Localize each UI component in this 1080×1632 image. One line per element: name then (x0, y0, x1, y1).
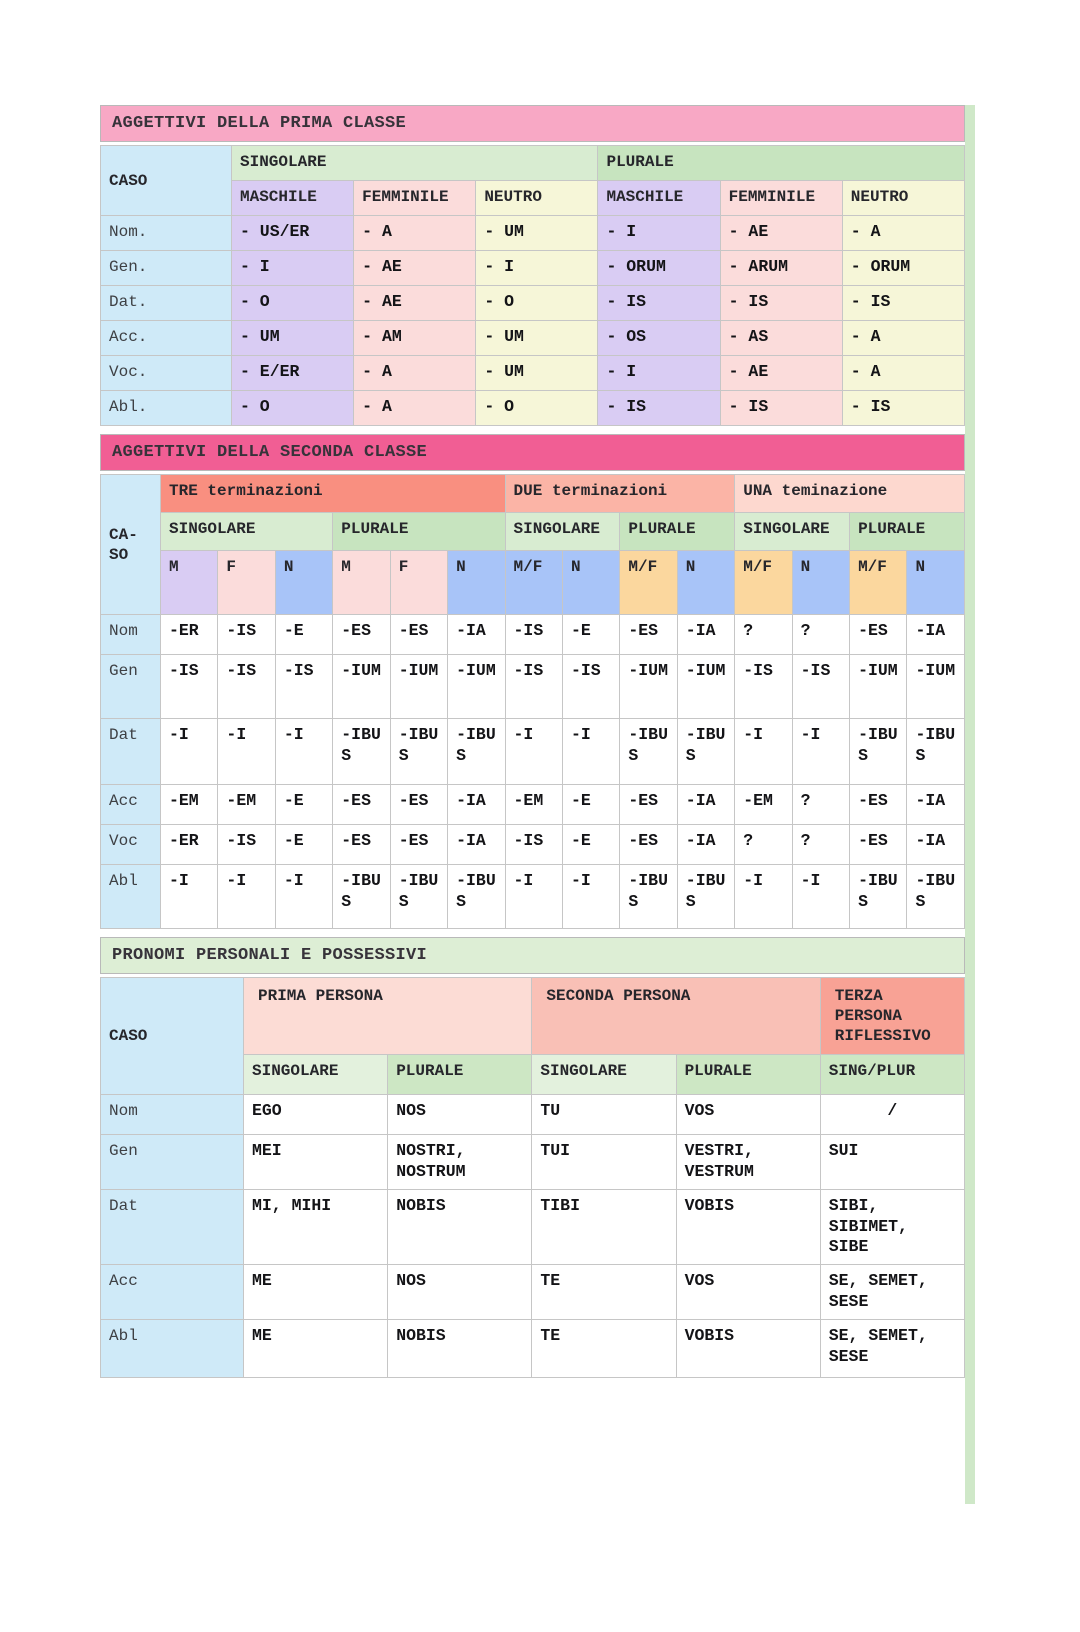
t3-data-row (101, 1190, 965, 1265)
ending-cell: -ES (850, 825, 907, 865)
ending-cell: - I (598, 216, 720, 251)
ending-cell: -IS (161, 655, 218, 719)
ending-cell: -IUM (850, 655, 907, 719)
t1-data-row (101, 216, 965, 251)
ending-cell: - E/ER (232, 356, 354, 391)
gender-header: M/F (620, 551, 677, 615)
person-group-header: SECONDA PERSONA (532, 978, 820, 1055)
caso-column-header: CA-SO (101, 475, 161, 615)
number-header: PLURALE (388, 1055, 532, 1095)
ending-cell: ? (735, 615, 792, 655)
pronoun-cell: / (820, 1095, 964, 1135)
t2-data-row (101, 785, 965, 825)
gender-header: N (792, 551, 849, 615)
pronoun-cell: SE, SEMET, SESE (820, 1319, 964, 1377)
gender-header: NEUTRO (842, 181, 964, 216)
gender-header: M/F (505, 551, 562, 615)
pronoun-cell: ME (244, 1319, 388, 1377)
ending-cell: -ES (850, 615, 907, 655)
ending-cell: -IBUS (907, 719, 965, 785)
gender-header: FEMMINILE (720, 181, 842, 216)
ending-cell: -IBUS (850, 865, 907, 929)
pronoun-cell: TIBI (532, 1190, 676, 1265)
number-group-header: SINGOLARE (735, 513, 850, 551)
ending-cell: -ES (333, 825, 390, 865)
t3-data-row (101, 1264, 965, 1319)
pronoun-cell: TUI (532, 1135, 676, 1190)
ending-cell: - I (476, 251, 598, 286)
ending-cell: - IS (842, 391, 964, 426)
ending-cell: -IBUS (677, 865, 734, 929)
case-label: Nom. (101, 216, 232, 251)
gender-header: F (218, 551, 275, 615)
ending-cell: -IS (792, 655, 849, 719)
termination-group-header: TRE terminazioni (161, 475, 506, 513)
ending-cell: -IA (448, 615, 505, 655)
t2-termination-header-row (101, 475, 965, 513)
ending-cell: -EM (505, 785, 562, 825)
ending-cell: - IS (842, 286, 964, 321)
ending-cell: - US/ER (232, 216, 354, 251)
termination-group-header: UNA teminazione (735, 475, 965, 513)
gender-header: FEMMINILE (354, 181, 476, 216)
ending-cell: -IS (218, 615, 275, 655)
ending-cell: - ORUM (842, 251, 964, 286)
ending-cell: -ES (333, 785, 390, 825)
ending-cell: - AE (354, 286, 476, 321)
ending-cell: -I (735, 719, 792, 785)
t1-data-row (101, 286, 965, 321)
case-label: Gen (101, 1135, 244, 1190)
t2-number-header-row (101, 513, 965, 551)
pronoun-cell: EGO (244, 1095, 388, 1135)
number-group-header: PLURALE (850, 513, 965, 551)
ending-cell: -ER (161, 615, 218, 655)
ending-cell: - IS (598, 391, 720, 426)
ending-cell: -IA (448, 825, 505, 865)
ending-cell: - ORUM (598, 251, 720, 286)
ending-cell: -ES (333, 615, 390, 655)
ending-cell: -EM (161, 785, 218, 825)
caso-column-header: CASO (101, 146, 232, 216)
ending-cell: - UM (476, 321, 598, 356)
ending-cell: -IA (677, 615, 734, 655)
gender-header: N (275, 551, 332, 615)
ending-cell: - UM (232, 321, 354, 356)
t3-data-row (101, 1135, 965, 1190)
ending-cell: -IA (448, 785, 505, 825)
t2-data-row (101, 719, 965, 785)
ending-cell: -IS (505, 615, 562, 655)
person-group-header: TERZA PERSONA RIFLESSIVO (820, 978, 964, 1055)
ending-cell: -IBUS (448, 719, 505, 785)
ending-cell: -IBUS (620, 865, 677, 929)
pronoun-cell: VESTRI, VESTRUM (676, 1135, 820, 1190)
number-header: SING/PLUR (820, 1055, 964, 1095)
ending-cell: -ES (390, 785, 447, 825)
ending-cell: - AE (354, 251, 476, 286)
ending-cell: -ES (850, 785, 907, 825)
caso-column-header: CASO (101, 978, 244, 1095)
ending-cell: -IBUS (620, 719, 677, 785)
case-label: Nom (101, 615, 161, 655)
ending-cell: -IUM (677, 655, 734, 719)
ending-cell: -IS (218, 655, 275, 719)
t1-group-header-row (101, 146, 965, 181)
table-title-prima-classe: AGGETTIVI DELLA PRIMA CLASSE (100, 105, 965, 142)
ending-cell: -E (275, 785, 332, 825)
ending-cell: - AE (720, 216, 842, 251)
ending-cell: - A (354, 391, 476, 426)
pronoun-cell: TE (532, 1319, 676, 1377)
pronoun-cell: VOS (676, 1095, 820, 1135)
number-group-header: SINGOLARE (232, 146, 598, 181)
pronoun-cell: SIBI, SIBIMET, SIBE (820, 1190, 964, 1265)
pronoun-cell: TE (532, 1264, 676, 1319)
ending-cell: -I (218, 865, 275, 929)
t3-data-row (101, 1095, 965, 1135)
gender-header: N (907, 551, 965, 615)
ending-cell: -IA (677, 825, 734, 865)
ending-cell: - A (842, 356, 964, 391)
number-group-header: SINGOLARE (505, 513, 620, 551)
ending-cell: -I (792, 719, 849, 785)
case-label: Voc. (101, 356, 232, 391)
ending-cell: - ARUM (720, 251, 842, 286)
pronoun-cell: TU (532, 1095, 676, 1135)
ending-cell: - UM (476, 216, 598, 251)
case-label: Abl. (101, 391, 232, 426)
ending-cell: -I (275, 865, 332, 929)
pronoun-cell: VOBIS (676, 1190, 820, 1265)
number-header: SINGOLARE (244, 1055, 388, 1095)
ending-cell: -IBUS (390, 865, 447, 929)
ending-cell: -IS (735, 655, 792, 719)
pronoun-cell: ME (244, 1264, 388, 1319)
t1-data-row (101, 356, 965, 391)
ending-cell: -I (792, 865, 849, 929)
ending-cell: -IBUS (333, 719, 390, 785)
ending-cell: -IUM (448, 655, 505, 719)
table-title-seconda-classe: AGGETTIVI DELLA SECONDA CLASSE (100, 434, 965, 471)
ending-cell: -E (562, 785, 619, 825)
ending-cell: -IA (907, 825, 965, 865)
ending-cell: -I (275, 719, 332, 785)
ending-cell: - I (598, 356, 720, 391)
person-group-header: PRIMA PERSONA (244, 978, 532, 1055)
pronoun-cell: NOS (388, 1095, 532, 1135)
number-group-header: PLURALE (598, 146, 965, 181)
ending-cell: - AM (354, 321, 476, 356)
t1-data-row (101, 251, 965, 286)
case-label: Gen (101, 655, 161, 719)
pronoun-cell: NOBIS (388, 1190, 532, 1265)
ending-cell: -IBUS (390, 719, 447, 785)
ending-cell: -ES (390, 615, 447, 655)
t2-data-row (101, 655, 965, 719)
section-pronomi (100, 937, 965, 1378)
t2-data-row (101, 615, 965, 655)
gender-header: M/F (735, 551, 792, 615)
ending-cell: - A (354, 216, 476, 251)
pronoun-cell: MEI (244, 1135, 388, 1190)
pronoun-cell: SUI (820, 1135, 964, 1190)
ending-cell: -IS (275, 655, 332, 719)
ending-cell: -IUM (333, 655, 390, 719)
case-label: Acc. (101, 321, 232, 356)
ending-cell: -E (275, 825, 332, 865)
pronoun-cell: VOBIS (676, 1319, 820, 1377)
ending-cell: -IA (907, 615, 965, 655)
number-group-header: SINGOLARE (161, 513, 333, 551)
case-label: Abl (101, 1319, 244, 1377)
number-group-header: PLURALE (620, 513, 735, 551)
section-seconda-classe (100, 434, 965, 929)
ending-cell: - IS (720, 391, 842, 426)
ending-cell: -I (161, 719, 218, 785)
prima-classe-table (100, 145, 965, 426)
ending-cell: - UM (476, 356, 598, 391)
gender-header: N (448, 551, 505, 615)
gender-header: MASCHILE (232, 181, 354, 216)
ending-cell: -ES (620, 615, 677, 655)
ending-cell: - A (842, 321, 964, 356)
ending-cell: -IBUS (448, 865, 505, 929)
pronoun-cell: MI, MIHI (244, 1190, 388, 1265)
gender-header: F (390, 551, 447, 615)
ending-cell: -I (562, 865, 619, 929)
ending-cell: -I (735, 865, 792, 929)
case-label: Gen. (101, 251, 232, 286)
ending-cell: -E (275, 615, 332, 655)
t3-data-row (101, 1319, 965, 1377)
t2-gender-header-row (101, 551, 965, 615)
case-label: Acc (101, 1264, 244, 1319)
gender-header: NEUTRO (476, 181, 598, 216)
table-title-pronomi: PRONOMI PERSONALI E POSSESSIVI (100, 937, 965, 974)
number-header: SINGOLARE (532, 1055, 676, 1095)
gender-header: M/F (850, 551, 907, 615)
seconda-classe-table (100, 474, 965, 929)
t1-data-row (101, 321, 965, 356)
ending-cell: - O (476, 286, 598, 321)
gender-header: N (677, 551, 734, 615)
ending-cell: -IS (218, 825, 275, 865)
case-label: Abl (101, 865, 161, 929)
pronoun-cell: SE, SEMET, SESE (820, 1264, 964, 1319)
ending-cell: - AS (720, 321, 842, 356)
pronoun-cell: VOS (676, 1264, 820, 1319)
ending-cell: - O (232, 391, 354, 426)
case-label: Nom (101, 1095, 244, 1135)
ending-cell: -EM (218, 785, 275, 825)
pronoun-cell: NOSTRI, NOSTRUM (388, 1135, 532, 1190)
ending-cell: -IS (562, 655, 619, 719)
ending-cell: -IBUS (907, 865, 965, 929)
ending-cell: - A (842, 216, 964, 251)
t2-data-row (101, 825, 965, 865)
case-label: Dat (101, 1190, 244, 1265)
ending-cell: -I (505, 865, 562, 929)
gender-header: M (161, 551, 218, 615)
t2-data-row (101, 865, 965, 929)
pronoun-cell: NOS (388, 1264, 532, 1319)
ending-cell: ? (735, 825, 792, 865)
ending-cell: -E (562, 825, 619, 865)
ending-cell: -I (562, 719, 619, 785)
ending-cell: -I (218, 719, 275, 785)
ending-cell: -IBUS (333, 865, 390, 929)
ending-cell: -IA (677, 785, 734, 825)
ending-cell: -IUM (620, 655, 677, 719)
notes-sheet (100, 105, 975, 1504)
ending-cell: - O (476, 391, 598, 426)
ending-cell: -IUM (390, 655, 447, 719)
termination-group-header: DUE terminazioni (505, 475, 735, 513)
ending-cell: -ES (620, 785, 677, 825)
number-header: PLURALE (676, 1055, 820, 1095)
t1-data-row (101, 391, 965, 426)
ending-cell: - OS (598, 321, 720, 356)
gender-header: N (562, 551, 619, 615)
ending-cell: -IBUS (677, 719, 734, 785)
ending-cell: ? (792, 785, 849, 825)
ending-cell: -IA (907, 785, 965, 825)
pronomi-table (100, 977, 965, 1378)
gender-header: M (333, 551, 390, 615)
ending-cell: -ER (161, 825, 218, 865)
ending-cell: -IBUS (850, 719, 907, 785)
ending-cell: -I (161, 865, 218, 929)
ending-cell: - O (232, 286, 354, 321)
ending-cell: -I (505, 719, 562, 785)
case-label: Dat. (101, 286, 232, 321)
number-group-header: PLURALE (333, 513, 505, 551)
ending-cell: - IS (720, 286, 842, 321)
ending-cell: -IUM (907, 655, 965, 719)
ending-cell: -ES (390, 825, 447, 865)
ending-cell: - IS (598, 286, 720, 321)
gender-header: MASCHILE (598, 181, 720, 216)
ending-cell: - A (354, 356, 476, 391)
ending-cell: -ES (620, 825, 677, 865)
ending-cell: -IS (505, 655, 562, 719)
ending-cell: - I (232, 251, 354, 286)
ending-cell: - AE (720, 356, 842, 391)
ending-cell: -IS (505, 825, 562, 865)
ending-cell: -EM (735, 785, 792, 825)
ending-cell: ? (792, 615, 849, 655)
section-prima-classe (100, 105, 965, 426)
case-label: Acc (101, 785, 161, 825)
ending-cell: ? (792, 825, 849, 865)
pronoun-cell: NOBIS (388, 1319, 532, 1377)
case-label: Voc (101, 825, 161, 865)
t3-person-header-row (101, 978, 965, 1055)
ending-cell: -E (562, 615, 619, 655)
case-label: Dat (101, 719, 161, 785)
